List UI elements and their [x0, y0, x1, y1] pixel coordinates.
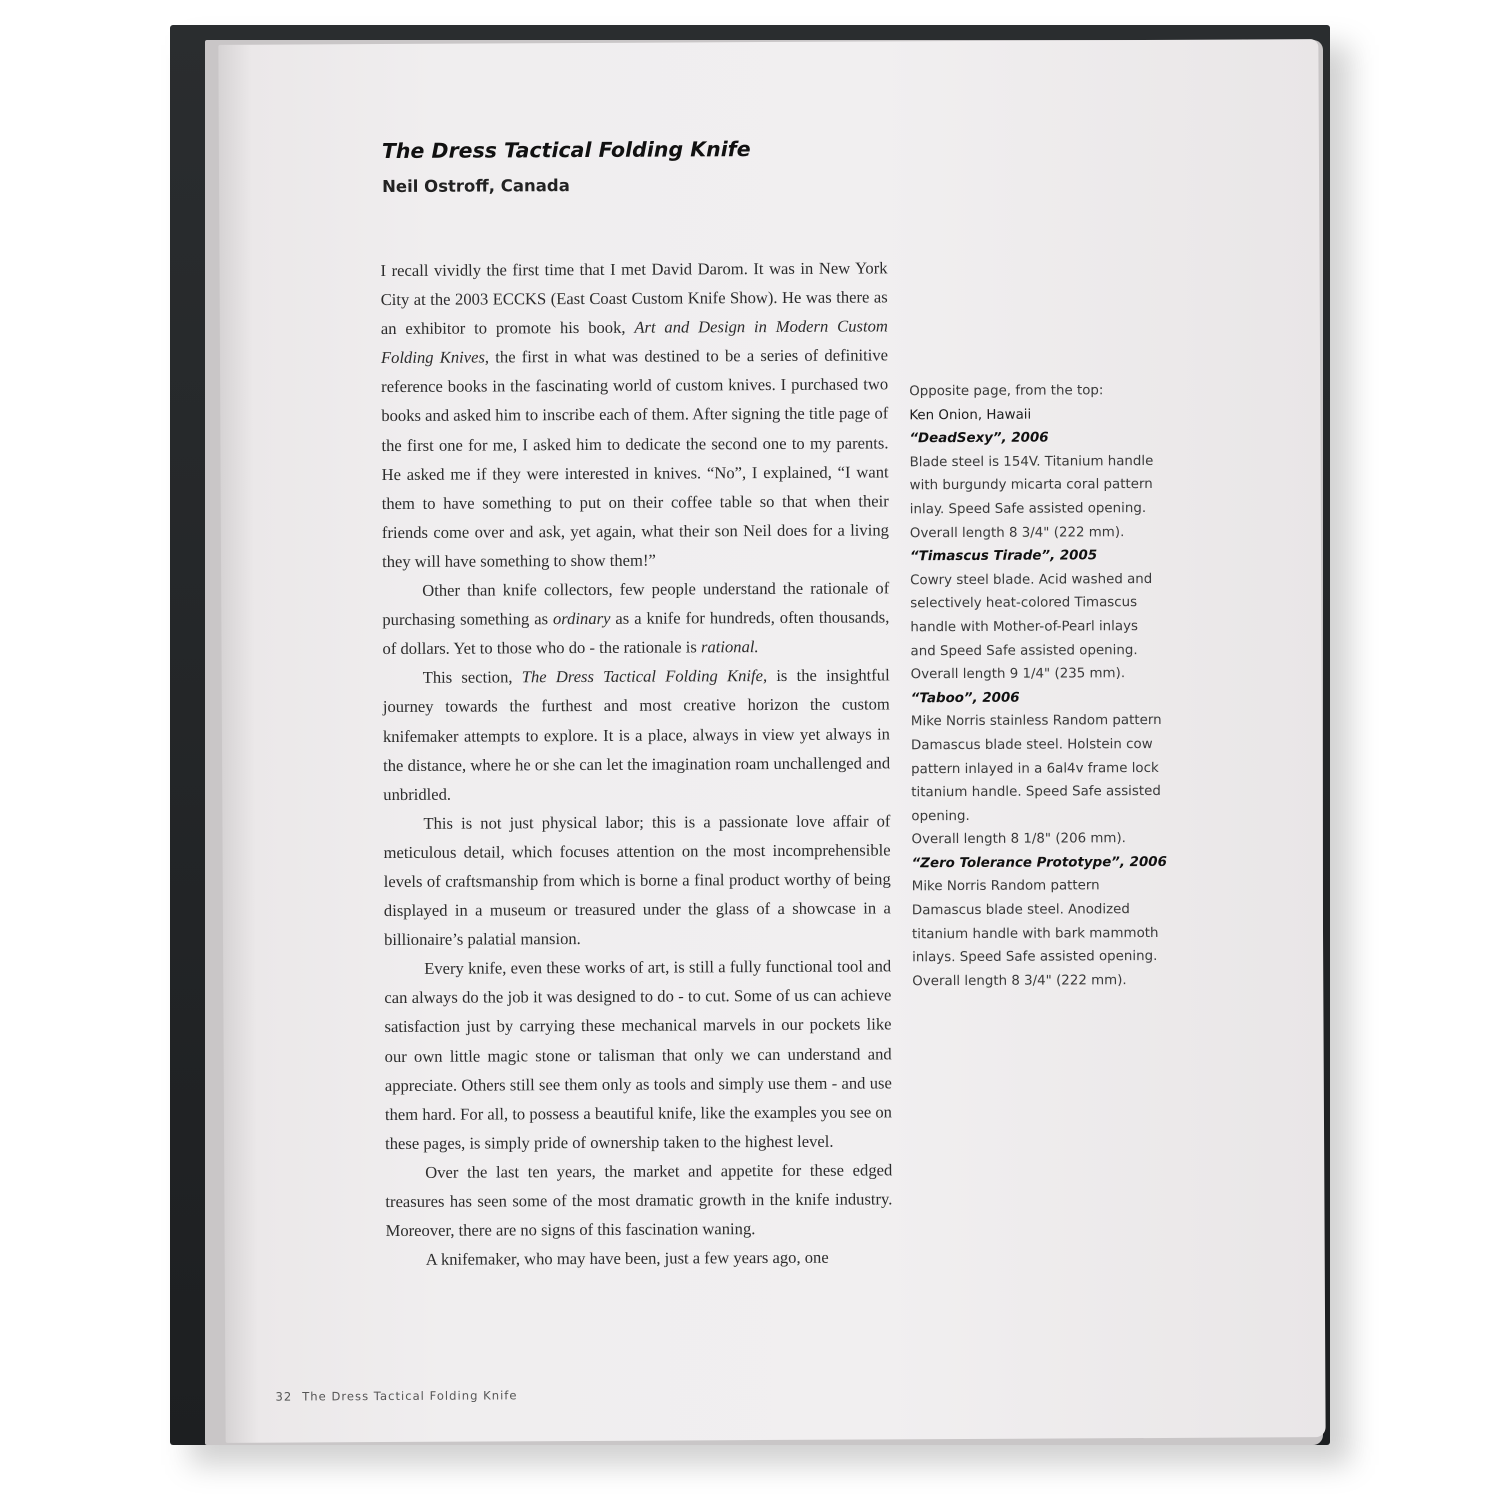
paragraph-text: is the insightful journey towards the furthest and most creative horizon the custom knifemaker attempts to explore. It is a place, always in view yet always in the distance, where he or she can let the imagination roam unchallenged and unbridled.: [382, 665, 891, 804]
italic-text: ordinary: [552, 608, 611, 629]
paragraph-text: Over the last ten years, the market and appetite for these edged treasures has seen some of the most dramatic growth in the knife industry. Moreover, there are no signs of this fascination waning.: [385, 1160, 893, 1241]
body-paragraph: [383, 661, 891, 809]
knife-caption: [911, 686, 1192, 853]
paragraph-text: I recall vividly the first time that I met David Darom. It was in New York City at the 2003 ECCKS (East Coast Custom Knife Show). He was there as an exhibitor to promote his book,: [380, 258, 888, 339]
body-paragraph: [383, 806, 891, 954]
knife-description-line: Cowry steel blade. Acid washed and: [910, 571, 1153, 589]
knife-description-line: with burgundy micarta coral pattern: [909, 477, 1153, 494]
knife-description-line: titanium handle with bark mammoth: [911, 925, 1159, 942]
knife-description-line: Overall length 8 3/4" (222 mm).: [912, 972, 1127, 990]
body-paragraph: [380, 253, 889, 576]
knife-name: “Zero Tolerance Prototype”, 2006: [911, 854, 1167, 872]
knife-description-line: Damascus blade steel. Holstein cow: [910, 736, 1153, 754]
caption-column: [909, 379, 1192, 994]
knife-name: “Taboo”, 2006: [910, 690, 1020, 706]
knife-description-line: inlays. Speed Safe assisted opening.: [912, 949, 1158, 966]
running-title: The Dress Tactical Folding Knife: [302, 1388, 518, 1404]
body-paragraph: [386, 1243, 893, 1275]
knife-description-line: Mike Norris Random pattern: [911, 878, 1100, 895]
knife-caption: [912, 851, 1193, 994]
knife-description-line: Overall length 8 3/4" (222 mm).: [909, 524, 1125, 541]
paragraph-text: Other than knife collectors, few people understand the rationale of purchasing something as: [382, 578, 890, 630]
knife-description-line: Blade steel is 154V. Titanium handle: [909, 453, 1154, 471]
italic-text: The Dress Tactical Folding Knife,: [521, 666, 768, 687]
knife-description-line: and Speed Safe assisted opening.: [910, 642, 1138, 659]
article-title: The Dress Tactical Folding Knife: [381, 137, 751, 164]
knife-name: “DeadSexy”, 2006: [909, 430, 1049, 447]
body-paragraph: [385, 1155, 892, 1245]
body-paragraph: [382, 573, 889, 663]
book-page: [218, 39, 1325, 1443]
body-paragraph: [384, 952, 892, 1158]
article-author: Neil Ostroff, Canada: [382, 176, 570, 197]
paragraph-text: This is not just physical labor; this is a passionate love affair of meticulous detail, which focuses attention on the most incomprehensible levels of craftsmanship from which is borne a final product worthy of being displayed in a museum or treasured under the glass of a showcase in a billionaire’s palatial mansion.: [383, 811, 891, 950]
knife-name: “Timascus Tirade”, 2005: [909, 548, 1098, 565]
knife-caption: [910, 544, 1191, 687]
knife-description-line: Mike Norris stainless Random pattern: [910, 713, 1162, 730]
knife-description-line: Overall length 9 1/4" (235 mm).: [910, 666, 1126, 683]
knife-description-line: inlay. Speed Safe assisted opening.: [909, 501, 1147, 518]
knife-description-line: titanium handle. Speed Safe assisted: [911, 784, 1161, 801]
caption-maker: Ken Onion, Hawaii: [909, 407, 1032, 423]
paragraph-text: A knifemaker, who may have been, just a few years ago, one: [425, 1247, 829, 1270]
knife-caption: [909, 426, 1190, 545]
italic-text: rational.: [700, 637, 759, 657]
italic-text: Art and Design in Modern Custom Folding Knives: [380, 316, 888, 368]
paragraph-text: as a knife for hundreds, often thousands, of dollars. Yet to those who do - the rationale is: [382, 607, 890, 659]
knife-description-line: selectively heat-colored Timascus: [910, 595, 1138, 612]
article-body: [380, 253, 892, 1274]
knife-description-line: handle with Mother-of-Pearl inlays: [910, 619, 1139, 636]
knife-description-line: Damascus blade steel. Anodized: [911, 902, 1130, 919]
knife-description-line: Overall length 8 1/8" (206 mm).: [911, 831, 1126, 848]
knife-description-line: opening.: [911, 808, 970, 824]
paragraph-text: Every knife, even these works of art, is still a fully functional tool and can always do the job it was designed to do - to cut. Some of us can achieve satisfaction just by carrying these mechanical marvels in our pockets like our own little magic stone or talisman that only we can understand and appreciate. Others still see them only as tools and simply use them - and use them hard. For all, to possess a beautiful knife, like the examples you see on these pages, is simply pride of ownership taken to the highest level.: [384, 956, 892, 1153]
paragraph-text: , the first in what was destined to be a series of definitive reference books in the fascinating world of custom knives. I purchased two books and asked him to inscribe each of them. After signing the title page of the first one for me, I asked him to dedicate the second one to my parents. He asked me if they were interested in knives. “No”, I explained, “I want them to have something to put on their coffee table so that when their friends come over and ask, yet again, what their son Neil does for a living they will have something to show them!”: [381, 345, 889, 571]
caption-knife-list: [909, 426, 1192, 994]
caption-intro: Opposite page, from the top:: [909, 383, 1104, 400]
knife-description-line: pattern inlayed in a 6al4v frame lock: [911, 760, 1159, 777]
paragraph-text: This section,: [422, 667, 522, 688]
page-footer: [275, 1388, 517, 1403]
page-number: 32: [275, 1389, 293, 1404]
